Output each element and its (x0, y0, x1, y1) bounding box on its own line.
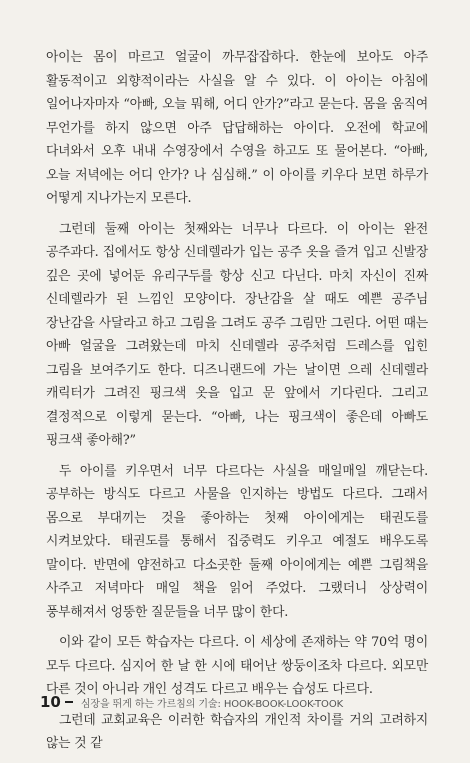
paragraph-4: 이와 같이 모든 학습자는 다르다. 이 세상에 존재하는 약 70억 명이 모두 다르다. 심지어 한 날 한 시에 태어난 쌍둥이조차 다르다. 외모만 다른 것이 아니라 개인 성격도 다르고 배우는 습성도 다르다. (46, 635, 428, 697)
paragraph-3: 두 아이를 키우면서 너무 다르다는 사실을 매일매일 깨닫는다. 공부하는 방식도 다르고 사물을 인지하는 방법도 다르다. 그래서 몸으로 부대끼는 것을 좋아하는 첫째 아이에게는 태권도를 시켜보았다. 태권도를 통해서 집중력도 키우고 예절도 배우도록 말이다. 반면에 얌전하고 다소곳한 둘째 아이에게는 예쁜 그림책을 사주고 저녁마다 매일 책을 읽어 주었다. 그랬더니 상상력이 풍부해져서 엉뚱한 질문들을 너무 많이 한다. (46, 463, 428, 620)
paragraph-1: 아이는 몸이 마르고 얼굴이 까무잡잡하다. 한눈에 보아도 아주 활동적이고 외향적이라는 사실을 알 수 있다. 이 아이는 아침에 일어나자마자 “아빠, 오늘 뭐해, 어디 안가?”라고 묻는다. 몸을 움직여 무언가를 하지 않으면 아주 답답해하는 아이다. 오전에 학교에 다녀와서 오후 내내 수영장에서 수영을 하고도 또 물어본다. “아빠, 오늘 저녁에는 어디 안가? 나 심심해.” 이 아이를 키우다 보면 하루가 어떻게 지나가는지 모른다. (46, 50, 428, 206)
page-footer (40, 693, 343, 713)
body-text (46, 46, 428, 763)
footer-divider (65, 701, 73, 703)
paragraph-5: 그런데 교회교육은 이러한 학습자의 개인적 차이를 거의 고려하지 않는 것 같 (46, 712, 428, 751)
page-number: 10 (40, 693, 61, 711)
book-title: 심장을 뛰게 하는 가르침의 기술: HOOK-BOOK-LOOK-TOOK (80, 699, 344, 710)
paragraph-2: 그런데 둘째 아이는 첫째와는 너무나 다르다. 이 아이는 완전 공주과다. 집에서도 항상 신데렐라가 입는 공주 옷을 즐겨 입고 신발장 깊은 곳에 넣어둔 유리구두를 항상 신고 다닌다. 마치 자신이 진짜 신데렐라가 된 느낌인 모양이다. 장난감을 살 때도 예쁜 공주님 장난감을 사달라고 하고 그림을 그려도 공주 그림만 그린다. 어떤 때는 아빠 얼굴을 그려왔는데 마치 신데렐라 공주처럼 드레스를 입힌 그림을 보여주기도 한다. 디즈니랜드에 가는 날이면 으레 신데렐라 캐릭터가 그려진 핑크색 옷을 입고 문 앞에서 기다린다. 그리고 결정적으로 이렇게 묻는다. “아빠, 나는 핑크색이 좋은데 아빠도 핑크색 좋아해?” (46, 221, 428, 448)
